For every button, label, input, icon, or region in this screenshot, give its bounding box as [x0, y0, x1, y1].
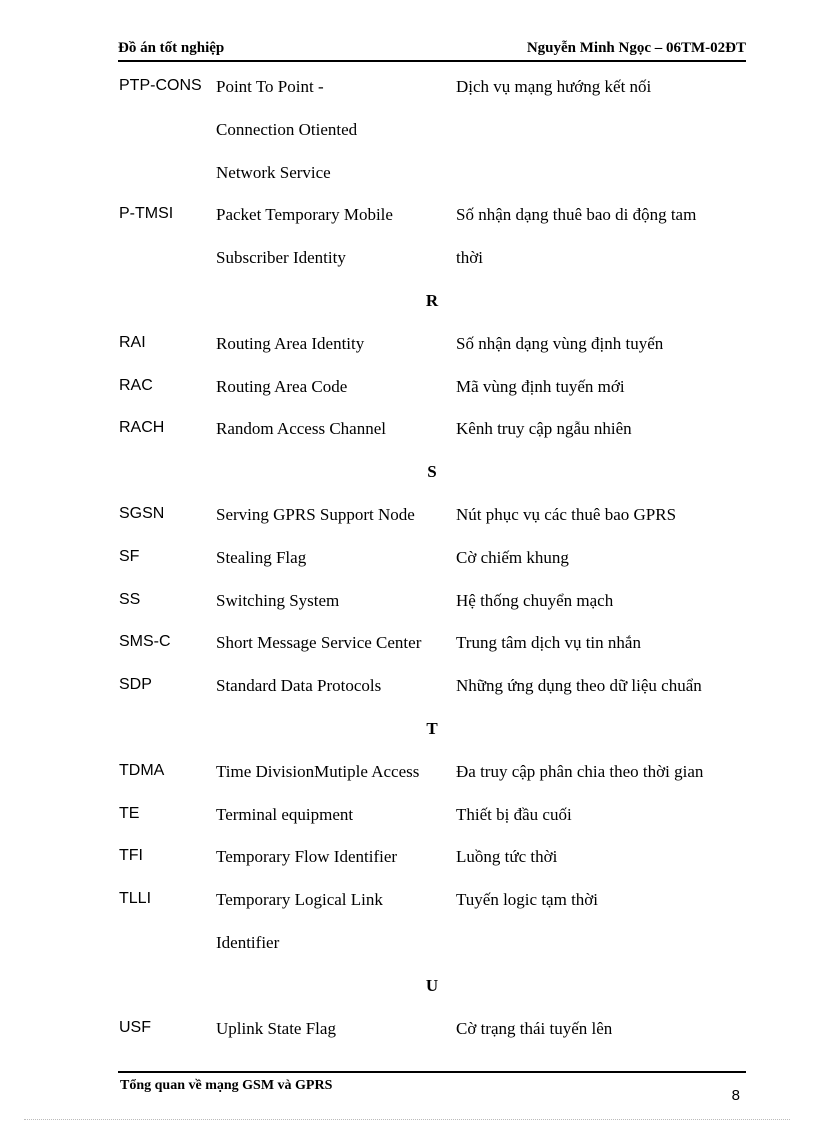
term-cell: Temporary Flow Identifier — [216, 847, 398, 867]
term-cell: Connection Otiented — [216, 119, 358, 139]
meaning-cell: Số nhận dạng vùng định tuyến — [456, 333, 664, 353]
abbreviation-cell: RAC — [119, 376, 153, 394]
meaning-cell: Cờ chiếm khung — [456, 547, 569, 567]
term-cell: Time DivisionMutiple Access — [216, 761, 420, 781]
term-cell: Network Service — [216, 162, 331, 182]
meaning-cell: Cờ trạng thái tuyến lên — [456, 1018, 613, 1038]
meaning-cell: Mã vùng định tuyến mới — [456, 376, 625, 396]
term-cell: Standard Data Protocols — [216, 676, 382, 696]
section-letter-label: R — [425, 290, 439, 310]
header-author: Nguyễn Minh Ngọc – 06TM-02ĐT — [526, 40, 746, 56]
term-cell: Packet Temporary Mobile — [216, 205, 393, 225]
abbreviation-row — [119, 111, 759, 154]
meaning-cell: Hệ thống chuyển mạch — [456, 590, 614, 610]
abbreviation-list — [119, 68, 759, 1052]
term-cell: Identifier — [216, 932, 280, 952]
abbreviation-row — [119, 667, 759, 710]
abbreviation-row — [119, 881, 759, 924]
meaning-cell: Nút phục vụ các thuê bao GPRS — [456, 504, 677, 524]
meaning-cell: Kênh truy cập ngẫu nhiên — [456, 419, 632, 439]
abbreviation-row — [119, 838, 759, 881]
term-cell: Subscriber Identity — [216, 248, 346, 268]
page-footer — [118, 1071, 746, 1104]
term-cell: Short Message Service Center — [216, 633, 422, 653]
abbreviation-row — [119, 239, 759, 282]
meaning-cell: Trung tâm dịch vụ tin nhắn — [456, 633, 641, 653]
abbreviation-row — [119, 196, 759, 239]
page-number: 8 — [731, 1087, 740, 1104]
abbreviation-cell: TDMA — [119, 761, 165, 779]
meaning-cell: thời — [456, 248, 483, 268]
abbreviation-row — [119, 368, 759, 411]
section-letter-label: U — [425, 975, 439, 995]
meaning-cell: Dịch vụ mạng hướng kết nối — [456, 77, 652, 96]
abbreviation-cell: SS — [119, 590, 141, 608]
abbreviation-row — [119, 624, 759, 667]
term-cell: Point To Point - — [216, 77, 324, 96]
meaning-cell: Những ứng dụng theo dữ liệu chuẩn — [456, 676, 702, 696]
section-letter — [119, 282, 759, 325]
abbreviation-cell: RACH — [119, 419, 165, 437]
term-cell: Routing Area Identity — [216, 333, 365, 353]
abbreviation-row — [119, 1010, 759, 1053]
abbreviation-cell: USF — [119, 1018, 151, 1036]
abbreviation-cell: SDP — [119, 676, 152, 694]
page-bottom-divider — [24, 1119, 790, 1120]
term-cell: Serving GPRS Support Node — [216, 504, 415, 524]
section-letter-label: S — [427, 462, 437, 482]
term-cell: Random Access Channel — [216, 419, 386, 439]
abbreviation-row — [119, 410, 759, 453]
header-document-type: Đồ án tốt nghiệp — [118, 40, 225, 56]
section-letter — [119, 453, 759, 496]
abbreviation-row — [119, 582, 759, 625]
meaning-cell: Thiết bị đầu cuối — [456, 804, 572, 824]
abbreviation-row — [119, 154, 759, 197]
section-letter — [119, 710, 759, 753]
section-letter — [119, 967, 759, 1010]
footer-title: Tổng quan về mạng GSM và GPRS — [120, 1078, 333, 1093]
abbreviation-row — [119, 796, 759, 839]
abbreviation-row — [119, 924, 759, 967]
abbreviation-row — [119, 753, 759, 796]
term-cell: Terminal equipment — [216, 804, 354, 824]
term-cell: Temporary Logical Link — [216, 890, 383, 910]
abbreviation-row — [119, 68, 759, 111]
term-cell: Switching System — [216, 590, 340, 610]
page-header — [118, 38, 746, 62]
meaning-cell: Tuyến logic tạm thời — [456, 890, 599, 910]
abbreviation-cell: RAI — [119, 333, 146, 351]
abbreviation-cell: SGSN — [119, 504, 165, 522]
section-letter-label: T — [426, 718, 438, 738]
term-cell: Uplink State Flag — [216, 1018, 336, 1038]
meaning-cell: Đa truy cập phân chia theo thời gian — [456, 761, 704, 781]
meaning-cell: Luồng tức thời — [456, 847, 558, 867]
abbreviation-cell: PTP-CONS — [119, 77, 202, 94]
abbreviation-cell: SMS-C — [119, 633, 171, 651]
abbreviation-row — [119, 325, 759, 368]
term-cell: Stealing Flag — [216, 547, 307, 567]
term-cell: Routing Area Code — [216, 376, 348, 396]
abbreviation-cell: TLLI — [119, 890, 152, 908]
abbreviation-cell: TE — [119, 804, 140, 822]
abbreviation-cell: TFI — [119, 847, 143, 865]
abbreviation-row — [119, 539, 759, 582]
meaning-cell: Số nhận dạng thuê bao di động tam — [456, 205, 697, 225]
abbreviation-cell: P-TMSI — [119, 205, 174, 223]
abbreviation-cell: SF — [119, 547, 140, 565]
abbreviation-row — [119, 496, 759, 539]
